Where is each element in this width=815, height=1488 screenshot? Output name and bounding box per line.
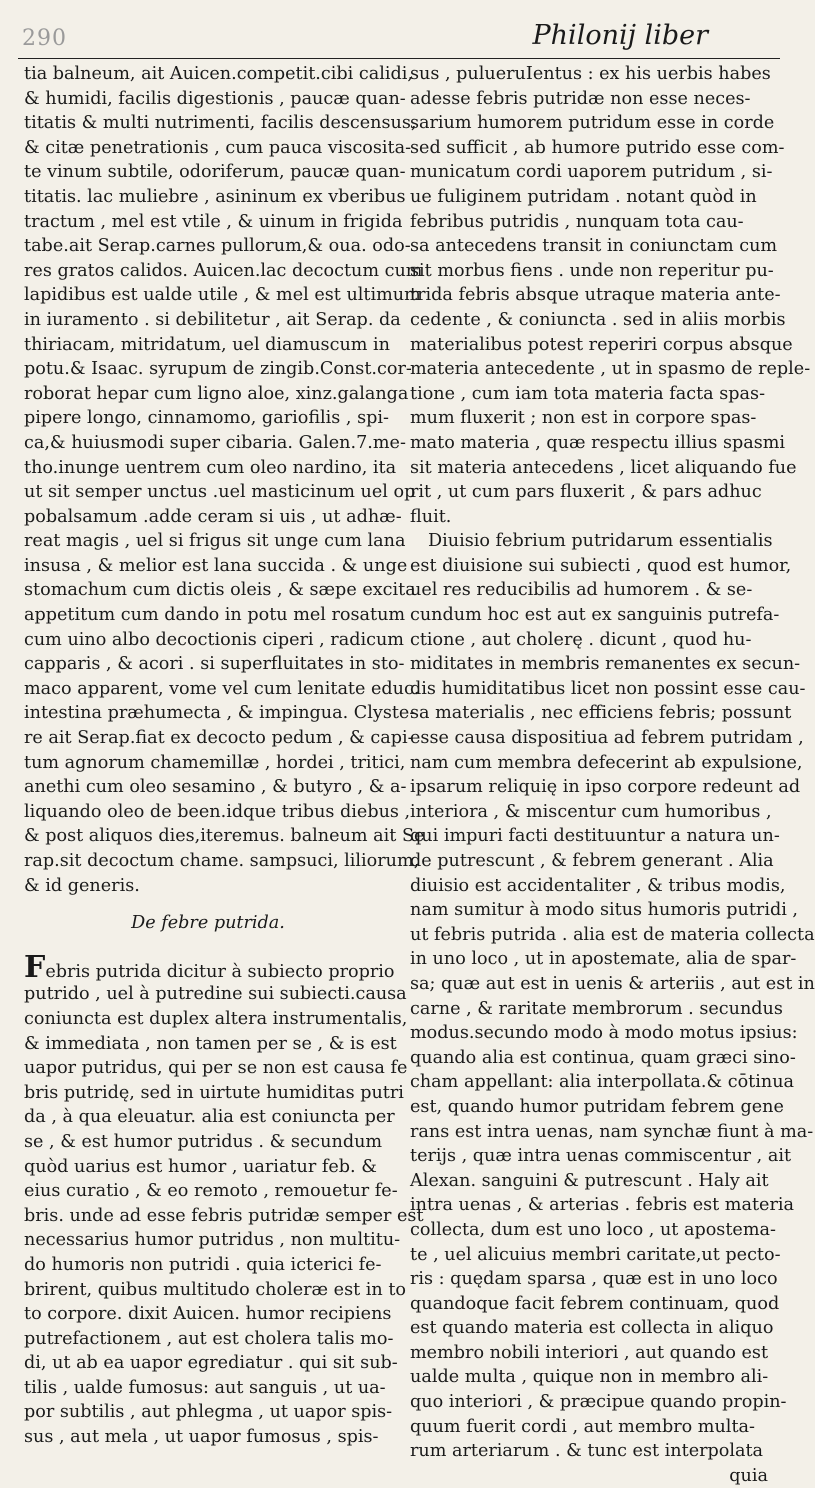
text-line: febribus putridis , nunquam tota cau- bbox=[410, 211, 744, 232]
text-line: stomachum cum dictis oleis , & sæpe excita bbox=[24, 580, 416, 601]
text-line: da , à qua eleuatur. alia est coniuncta per bbox=[24, 1107, 395, 1128]
text-line: coniuncta est duplex altera instrumentalis, bbox=[24, 1008, 408, 1029]
text-line: lapidibus est ualde utile , & mel est ultimum bbox=[24, 285, 421, 306]
text-line: dis humiditatibus licet non possint esse cau- bbox=[410, 678, 806, 699]
text-line: potu.& Isaac. syrupum de zingib.Const.cor- bbox=[24, 359, 412, 380]
text-line: di, ut ab ea uapor egrediatur . qui sit sub- bbox=[24, 1353, 398, 1374]
text-line: rum arteriarum . & tunc est interpolata bbox=[410, 1441, 764, 1462]
text-line: cham appellant: alia interpollata.& cōtinua bbox=[410, 1072, 795, 1093]
text-line: appetitum cum dando in potu mel rosatum bbox=[24, 605, 406, 626]
text-line: titatis. lac muliebre , asininum ex vberibus bbox=[24, 186, 406, 207]
text-line: & citæ penetrationis , cum pauca viscosita- bbox=[24, 137, 412, 158]
text-line: ris : quędam sparsa , quæ est in uno loco bbox=[410, 1269, 778, 1290]
text-line: interiora , & miscentur cum humoribus , bbox=[410, 801, 772, 822]
text-line: qui impuri facti destituuntur a natura un- bbox=[410, 826, 780, 847]
text-line: sa materialis , nec efficiens febris; possunt bbox=[410, 703, 792, 724]
text-line: materialibus potest reperiri corpus absque bbox=[410, 334, 793, 355]
text-line: Febris putrida dicitur à subiecto proprio bbox=[24, 949, 395, 985]
text-line: quandoque facit febrem continuam, quod bbox=[410, 1293, 780, 1314]
text-line: rit , ut cum pars fluxerit , & pars adhuc bbox=[410, 482, 762, 503]
drop-cap: F bbox=[24, 949, 46, 985]
text-line: quòd uarius est humor , uariatur feb. & bbox=[24, 1156, 377, 1177]
text-line: carne , & raritate membrorum . secundus bbox=[410, 998, 783, 1019]
text-line: tho.inunge uentrem cum oleo nardino, ita bbox=[24, 457, 397, 478]
text-line: tractum , mel est vtile , & uinum in frigida bbox=[24, 211, 403, 232]
text-line: cedente , & coniuncta . sed in aliis morbis bbox=[410, 309, 786, 330]
text-line: fluit. bbox=[410, 506, 452, 527]
text-line: ut febris putrida . alia est de materia collecta bbox=[410, 924, 815, 945]
text-line: in uno loco , ut in apostemate, alia de spar- bbox=[410, 949, 797, 970]
text-line: ut sit semper unctus .uel masticinum uel op bbox=[24, 482, 416, 503]
text-line: quando alia est continua, quam græci sino- bbox=[410, 1047, 796, 1068]
catchword: quia bbox=[729, 1465, 768, 1486]
text-line: sus , aut mela , ut uapor fumosus , spis- bbox=[24, 1427, 379, 1448]
text-line: nam cum membra defecerint ab expulsione, bbox=[410, 752, 803, 773]
left-column bbox=[24, 62, 425, 1450]
text-line: res gratos calidos. Auicen.lac decoctum cum bbox=[24, 260, 423, 281]
text-line: tum agnorum chamemillæ , hordei , tritici, bbox=[24, 752, 406, 773]
text-line: membro nobili interiori , aut quando est bbox=[410, 1342, 769, 1363]
text-line: tione , cum iam tota materia facta spas- bbox=[410, 383, 766, 404]
text-line: to corpore. dixit Auicen. humor recipiens bbox=[24, 1304, 392, 1325]
text-line: sarium humorem putridum esse in corde bbox=[410, 113, 775, 134]
text-line: & id generis. bbox=[24, 875, 140, 896]
text-line: thiriacam, mitridatum, uel diamuscum in bbox=[24, 334, 391, 355]
text-line: esse causa dispositiua ad febrem putridam , bbox=[410, 728, 804, 749]
text-line: quum fuerit cordi , aut membro multa- bbox=[410, 1416, 755, 1437]
text-line: est diuisione sui subiecti , quod est humor, bbox=[410, 555, 792, 576]
text-line: reat magis , uel si frigus sit unge cum lana bbox=[24, 531, 406, 552]
text-line: Diuisio febrium putridarum essentialis bbox=[428, 531, 773, 552]
text-line: intestina præhumecta , & impingua. Clyste- bbox=[24, 703, 416, 724]
page-number: 290 bbox=[22, 26, 67, 51]
text-line: Alexan. sanguini & putrescunt . Haly ait bbox=[410, 1170, 769, 1191]
text-line: adesse febris putridæ non esse neces- bbox=[410, 88, 751, 109]
text-line: materia antecedente , ut in spasmo de reple- bbox=[410, 359, 811, 380]
text-line: por subtilis , aut phlegma , ut uapor spis- bbox=[24, 1402, 393, 1423]
text-line: cum uino albo decoctionis ciperi , radicum bbox=[24, 629, 404, 650]
text-line: cundum hoc est aut ex sanguinis putrefa- bbox=[410, 605, 780, 626]
text-line: tabe.ait Serap.carnes pullorum,& oua. odo- bbox=[24, 236, 411, 257]
text-line: diuisio est accidentaliter , & tribus modis, bbox=[410, 875, 786, 896]
section-heading: De febre putrida. bbox=[131, 913, 285, 934]
text-line: ue fuliginem putridam . notant quòd in bbox=[410, 186, 757, 207]
text-line: bris. unde ad esse febris putridæ semper est bbox=[24, 1205, 424, 1226]
text-line: de putrescunt , & febrem generant . Alia bbox=[410, 851, 774, 871]
text-line: terijs , quæ intra uenas commiscentur , ait bbox=[410, 1146, 792, 1167]
text-line: ctione , aut cholerę . dicunt , quod hu- bbox=[410, 629, 752, 650]
header-rule bbox=[18, 58, 780, 59]
text-line: & humidi, facilis digestionis , paucæ quan- bbox=[24, 88, 406, 109]
running-head: Philonij liber bbox=[532, 20, 708, 51]
text-line: mato materia , quæ respectu illius spasmi bbox=[410, 432, 786, 453]
text-line: sed sufficit , ab humore putrido esse com- bbox=[410, 137, 785, 158]
text-line: uel res reducibilis ad humorem . & se- bbox=[410, 580, 753, 601]
text-line: putrido , uel à putredine sui subiecti.causa bbox=[24, 984, 407, 1005]
text-line: anethi cum oleo sesamino , & butyro , & a- bbox=[24, 777, 407, 798]
text-line: collecta, dum est uno loco , ut apostema- bbox=[410, 1219, 776, 1240]
text-line: mum fluxerit ; non est in corpore spas- bbox=[410, 408, 757, 429]
text-line: est quando materia est collecta in aliquo bbox=[410, 1318, 774, 1339]
text-line: putrefactionem , aut est cholera talis mo- bbox=[24, 1328, 394, 1349]
text-line: municatum cordi uaporem putridum , si- bbox=[410, 162, 773, 183]
text-line: brirent, quibus multitudo choleræ est in to bbox=[24, 1279, 407, 1300]
text-line: sit materia antecedens , licet aliquando fue bbox=[410, 457, 797, 478]
text-line: ca,& huiusmodi super cibaria. Galen.7.me- bbox=[24, 432, 406, 453]
text-line: sus , pulueruIentus : ex his uerbis habes bbox=[410, 64, 771, 84]
text-line: modus.secundo modo à modo motus ipsius: bbox=[410, 1023, 798, 1044]
text-line: ipsarum reliquię in ipso corpore redeunt ad bbox=[410, 777, 801, 798]
text-line: re ait Serap.fiat ex decocto pedum , & capi- bbox=[24, 728, 414, 749]
text-line: miditates in membris remanentes ex secun- bbox=[410, 654, 801, 675]
text-line: pobalsamum .adde ceram si uis , ut adhæ- bbox=[24, 506, 402, 527]
text-line: rans est intra uenas, nam synchæ fiunt à ma- bbox=[410, 1121, 814, 1142]
text-line: capparis , & acori . si superfluitates in sto- bbox=[24, 654, 405, 675]
text-line: liquando oleo de been.idque tribus diebus , bbox=[24, 801, 411, 822]
right-column bbox=[410, 62, 815, 1488]
text-line: quo interiori , & præcipue quando propin- bbox=[410, 1392, 787, 1413]
text-line: rap.sit decoctum chame. sampsuci, liliorum, bbox=[24, 851, 420, 871]
text-line: roborat hepar cum ligno aloe, xinz.galanga bbox=[24, 383, 409, 404]
text-line: te vinum subtile, odoriferum, paucæ quan- bbox=[24, 162, 406, 183]
text-line: te , uel alicuius membri caritate,ut pecto- bbox=[410, 1244, 781, 1265]
text-line: sit morbus fiens . unde non reperitur pu- bbox=[410, 260, 774, 281]
text-line: trida febris absque utraque materia ante- bbox=[410, 285, 781, 306]
text-line: sa; quæ aut est in uenis & arteriis , aut est in bbox=[410, 973, 815, 994]
text-line: sa antecedens transit in coniunctam cum bbox=[410, 236, 778, 257]
text-line: insusa , & melior est lana succida . & unge bbox=[24, 555, 408, 576]
text-line: bris putridę, sed in uirtute humiditas putri bbox=[24, 1082, 404, 1103]
text-line: do humoris non putridi . quia icterici fe- bbox=[24, 1254, 382, 1275]
text-line: titatis & multi nutrimenti, facilis descensus, bbox=[24, 113, 417, 134]
text-line: tia balneum, ait Auicen.competit.cibi calidi, bbox=[24, 64, 413, 84]
text-line: ualde multa , quique non in membro ali- bbox=[410, 1367, 769, 1388]
text-line: uapor putridus, qui per se non est causa fe bbox=[24, 1058, 408, 1079]
text-line: pipere longo, cinnamomo, gariofilis , spi- bbox=[24, 408, 389, 429]
text-line: se , & est humor putridus . & secundum bbox=[24, 1131, 383, 1152]
text-line: eius curatio , & eo remoto , remouetur fe- bbox=[24, 1181, 398, 1202]
text-line: & post aliquos dies,iteremus. balneum ait Se bbox=[24, 826, 425, 847]
text-line: nam sumitur à modo situs humoris putridi , bbox=[410, 900, 799, 921]
text-line: intra uenas , & arterias . febris est materia bbox=[410, 1195, 794, 1216]
text-line: est, quando humor putridam febrem gene bbox=[410, 1096, 784, 1117]
text-line: maco apparent, vome vel cum lenitate educ. bbox=[24, 678, 420, 699]
text-line: tilis , ualde fumosus: aut sanguis , ut ua- bbox=[24, 1377, 386, 1398]
text-line: & immediata , non tamen per se , & is est bbox=[24, 1033, 397, 1054]
text-line: in iuramento . si debilitetur , ait Serap. da bbox=[24, 309, 401, 330]
text-line: necessarius humor putridus , non multitu- bbox=[24, 1230, 401, 1251]
